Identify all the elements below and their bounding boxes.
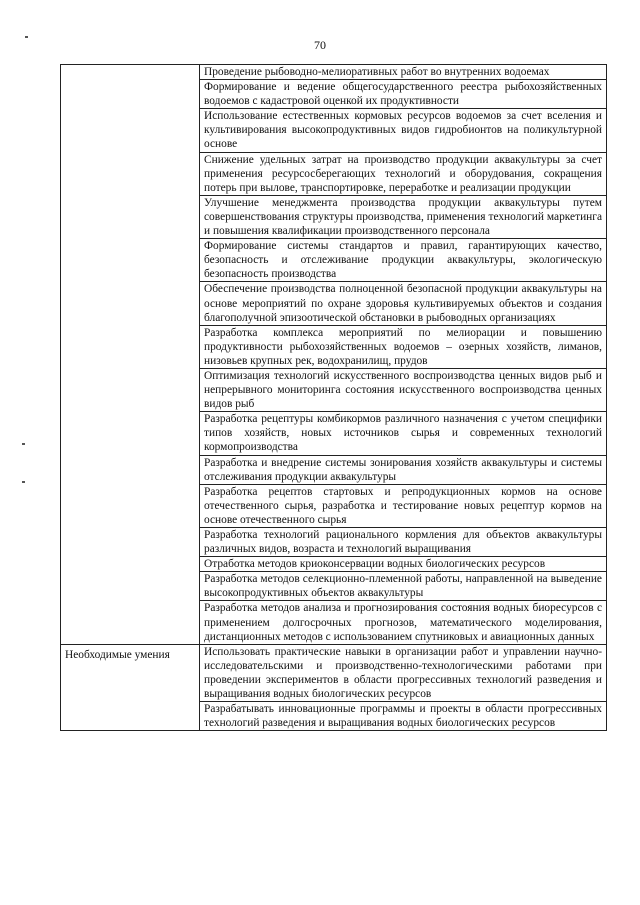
- table-cell: Разработка и внедрение системы зонирования хозяйств аквакультуры и системы отслеживания продукции аквакультуры: [200, 455, 607, 484]
- table-row: [61, 644, 607, 701]
- page-number: 70: [314, 38, 326, 52]
- table-cell: Разработка рецептуры комбикормов различного назначения с учетом специфики типов хозяйств, новых источников сырья и современных технологий кормопроизводства: [200, 412, 607, 455]
- table-cell: Разработка методов анализа и прогнозирования состояния водных биоресурсов с применением долгосрочных прогнозов, математического моделирования, дистанционных методов с использованием спутниковых и авиационных данных: [200, 601, 607, 644]
- table-row-label: Необходимые умения: [61, 644, 200, 731]
- table-cell: Формирование системы стандартов и правил, гарантирующих качество, безопасность и отслеживание продукции аквакультуры, экологическую безопасность производства: [200, 239, 607, 282]
- table-row: [61, 65, 607, 80]
- table-cell: Улучшение менеджмента производства продукции аквакультуры путем совершенствования структуры производства, применения технологий маркетинга и повышения квалификации производственного персонала: [200, 195, 607, 238]
- competency-table: [60, 64, 607, 731]
- table-cell: Отработка методов криоконсервации водных биологических ресурсов: [200, 557, 607, 572]
- table-cell: Разработка технологий рационального кормления для объектов аквакультуры различных видов, возраста и технологий выращивания: [200, 528, 607, 557]
- table-cell: Разработка методов селекционно-племенной работы, направленной на выведение высокопродуктивных объектов аквакультуры: [200, 572, 607, 601]
- table-cell: Использовать практические навыки в организации работ и управлении научно-исследовательскими и производственно-технологическими работами при проведении экспериментов в области прогрессивных технологий разведения и выращивания водных биологических ресурсов: [200, 644, 607, 701]
- table-cell: Разрабатывать инновационные программы и проекты в области прогрессивных технологий разведения и выращивания водных биологических ресурсов: [200, 702, 607, 731]
- scan-mark: [22, 443, 25, 445]
- table-cell: Формирование и ведение общегосударственного реестра рыбохозяйственных водоемов с кадастровой оценкой их продуктивности: [200, 80, 607, 109]
- table-cell: Разработка комплекса мероприятий по мелиорации и повышению продуктивности рыбохозяйственных водоемов – озерных хозяйств, лиманов, низовьев крупных рек, водохранилищ, прудов: [200, 325, 607, 368]
- scan-mark: [25, 36, 28, 38]
- table-cell: Оптимизация технологий искусственного воспроизводства ценных видов рыб и непрерывного мониторинга состояния искусственного воспроизводства ценных видов рыб: [200, 368, 607, 411]
- table-row-label: [61, 65, 200, 645]
- table-cell: Снижение удельных затрат на производство продукции аквакультуры за счет применения ресурсосберегающих технологий и оборудования, сокращения потерь при вылове, транспортировке, переработке и реализации продукции: [200, 152, 607, 195]
- table-cell: Обеспечение производства полноценной безопасной продукции аквакультуры на основе мероприятий по охране здоровья культивируемых объектов и создания благополучной эпизоотической обстановки в рыбоводных организациях: [200, 282, 607, 325]
- table-cell: Проведение рыбоводно-мелиоративных работ во внутренних водоемах: [200, 65, 607, 80]
- table-cell: Использование естественных кормовых ресурсов водоемов за счет вселения и культивирования высокопродуктивных видов гидробионтов на поликультурной основе: [200, 109, 607, 152]
- scan-mark: [22, 481, 25, 483]
- table-cell: Разработка рецептов стартовых и репродукционных кормов на основе отечественного сырья, разработка и тестирование новых рецептур кормов на основе отечественного сырья: [200, 484, 607, 527]
